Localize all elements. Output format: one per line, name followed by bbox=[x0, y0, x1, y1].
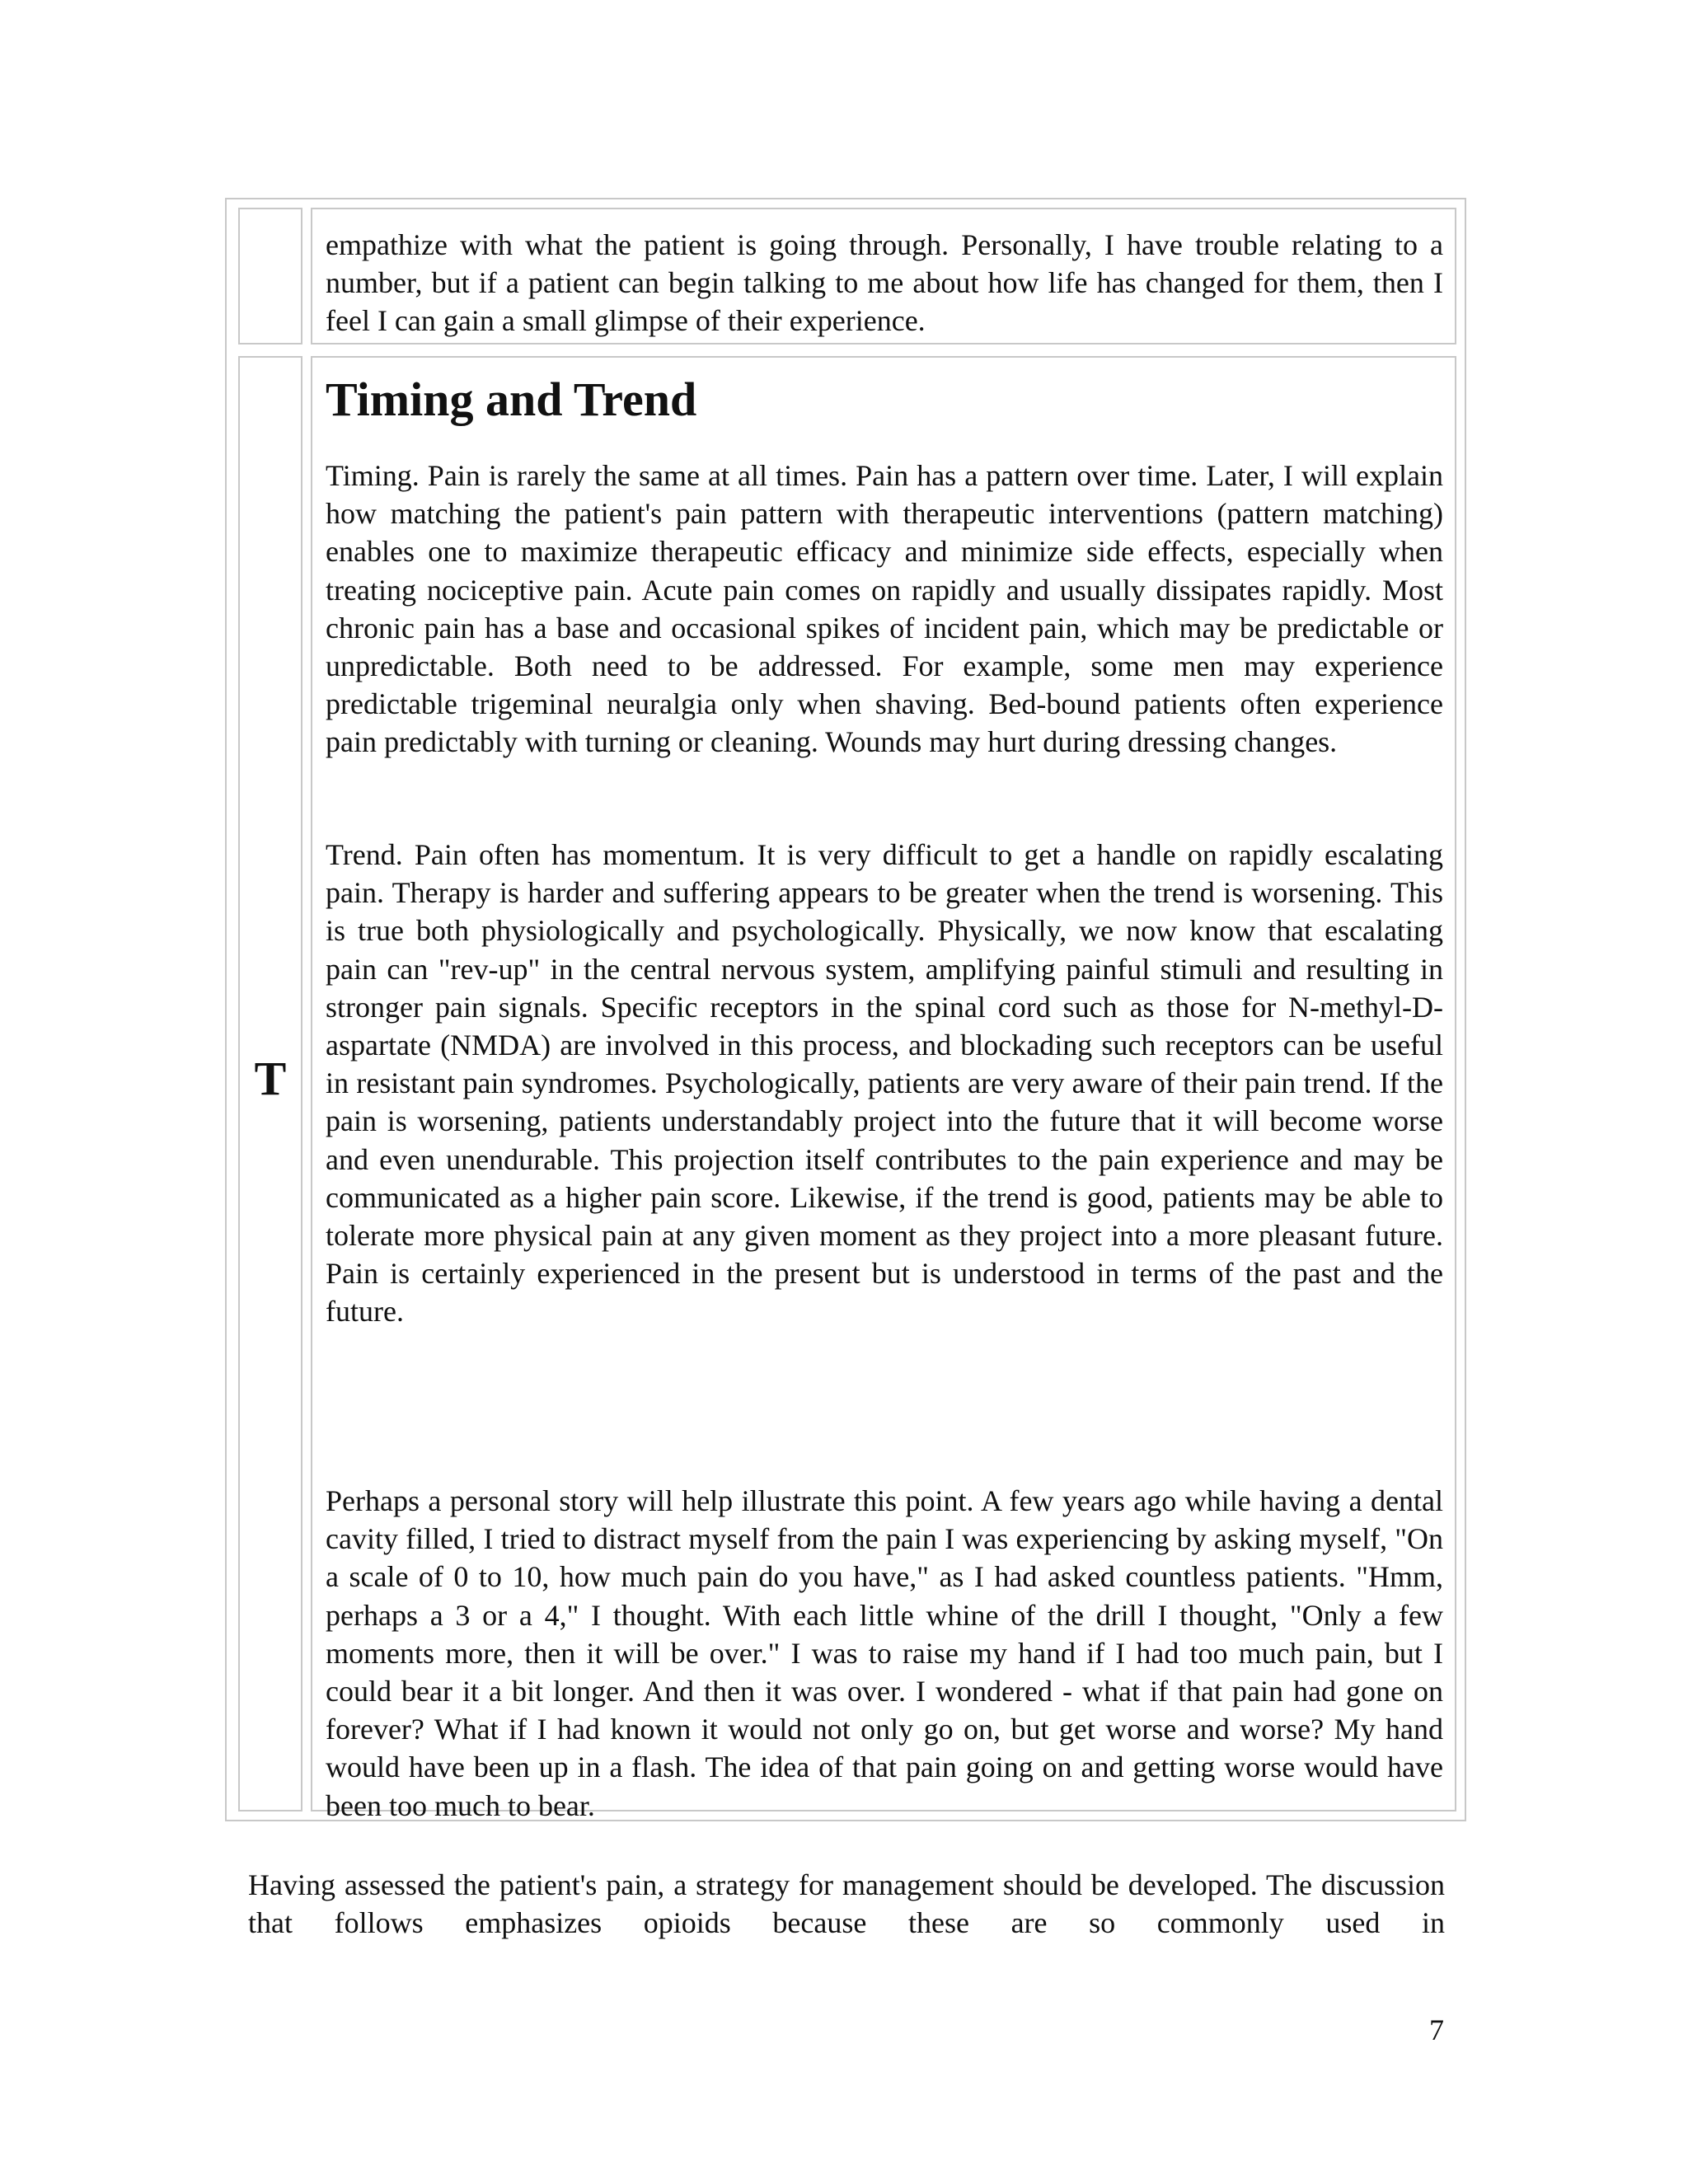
row1-content-cell bbox=[311, 208, 1456, 344]
row2-content-cell bbox=[311, 356, 1456, 1822]
timing-paragraph: Timing. Pain is rarely the same at all times. Pain has a pattern over time. Later, I will explain how matching the patient's pain pattern with therapeutic interventions (pattern matching) enables one to maximize therapeutic efficacy and minimize side effects, especially when treating nociceptive pain. Acute pain comes on rapidly and usually dissipates rapidly. Most chronic pain has a base and occasional spikes of incident pain, which may be predictable or unpredictable. Both need to be addressed. For example, some men may experience predictable trigeminal neuralgia only when shaving. Bed-bound patients often experience pain predictably with turning or cleaning. Wounds may hurt during dressing changes. bbox=[326, 459, 1443, 759]
body-paragraph: Having assessed the patient's pain, a strategy for management should be developed. The discussion that follows emphasizes opioids because these are so commonly used in bbox=[248, 1868, 1445, 1939]
row1-letter-cell bbox=[238, 208, 302, 344]
page-number: 7 bbox=[1429, 2013, 1444, 2046]
assessment-table bbox=[225, 198, 1466, 1821]
trend-paragraph: Trend. Pain often has momentum. It is very difficult to get a handle on rapidly escalating pain. Therapy is harder and suffering appears to be greater when the trend is worsening. This is true both physiologically and psychologically. Physically, we now know that escalating pain can "rev-up" in the central nervous system, amplifying painful stimuli and resulting in stronger pain signals. Specific receptors in the spinal cord such as those for N-methyl-D-aspartate (NMDA) are involved in this process, and blockading such receptors can be useful in resistant pain syndromes. Psychologically, patients are very aware of their pain trend. If the pain is worsening, patients understandably project into the future that it will become worse and even unendurable. This projection itself contributes to the pain experience and may be communicated as a higher pain score. Likewise, if the trend is good, patients may be able to tolerate more physical pain at any given moment as they project into a more pleasant future. Pain is certainly experienced in the present but is understood in terms of the past and the future. bbox=[326, 838, 1443, 1329]
row1-paragraph: empathize with what the patient is going through. Personally, I have trouble relating to a number, but if a patient can begin talking to me about how life has changed for them, then I feel I can gain a small glimpse of their experience. bbox=[326, 228, 1443, 338]
section-heading: Timing and Trend bbox=[326, 373, 697, 426]
personal-story-paragraph: Perhaps a personal story will help illustrate this point. A few years ago while having a dental cavity filled, I tried to distract myself from the pain I was experiencing by asking myself, "On a scale of 0 to 10, how much pain do you have," as I had asked countless patients. "Hmm, perhaps a 3 or a 4," I thought. With each little whine of the drill I thought, "Only a few moments more, then it will be over." I was to raise my hand if I had too much pain, but I could bear it a bit longer. And then it was over. I wondered - what if that pain had gone on forever? What if I had known it would not only go on, but get worse and worse? My hand would have been up in a flash. The idea of that pain going on and getting worse would have been too much to bear. bbox=[326, 1484, 1443, 1822]
section-letter: T bbox=[254, 1052, 287, 1105]
row2-letter-cell bbox=[238, 356, 302, 1811]
